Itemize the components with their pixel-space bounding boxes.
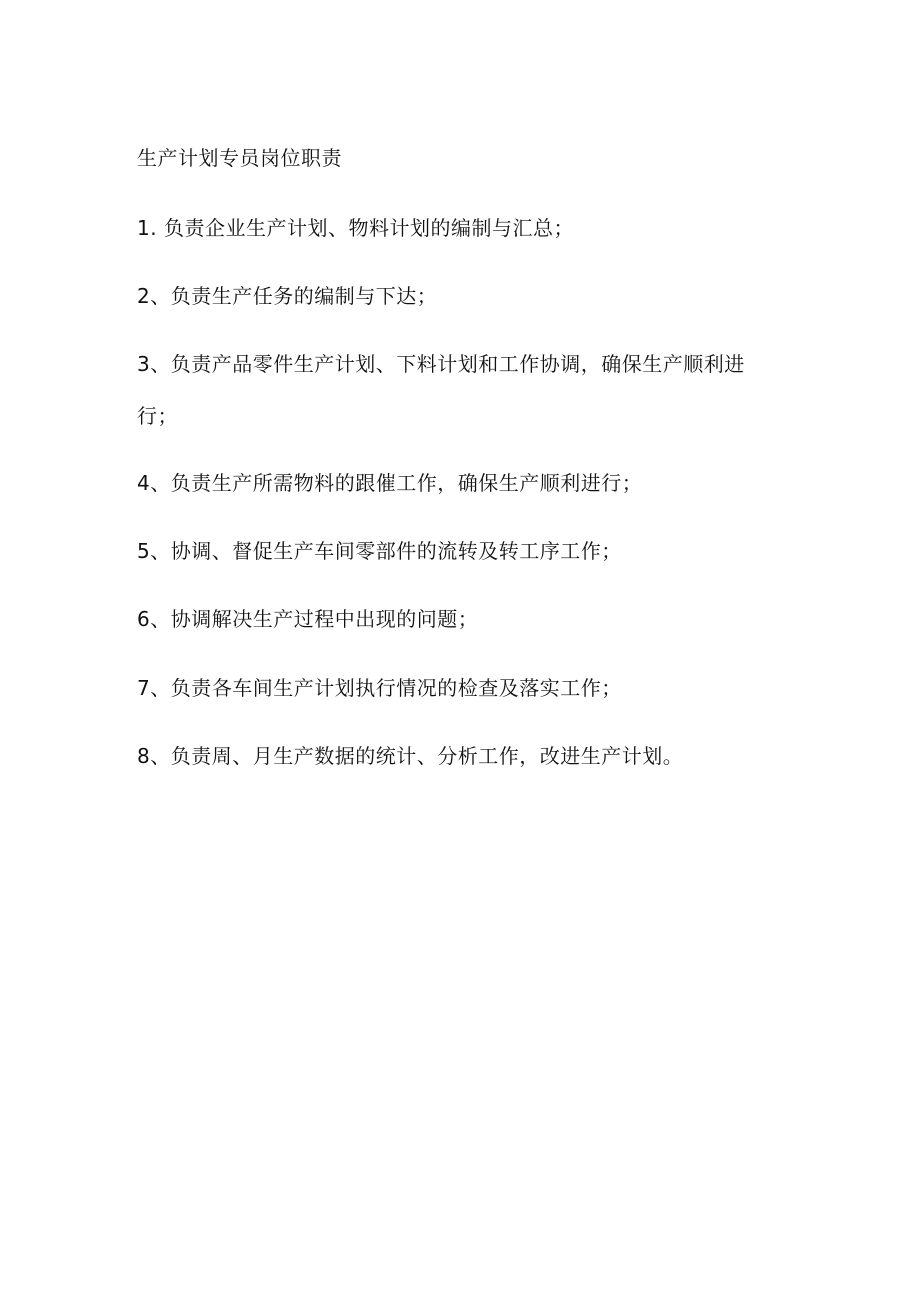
list-item-2 bbox=[137, 283, 787, 309]
list-item-8 bbox=[137, 743, 787, 769]
page-title: 生产计划专员岗位职责 bbox=[137, 146, 342, 170]
item-text: 负责产品零件生产计划、下料计划和工作协调，确保生产顺利进 bbox=[170, 352, 745, 376]
item-text: 负责生产所需物料的跟催工作，确保生产顺利进行； bbox=[170, 471, 643, 495]
item-text: 负责企业生产计划、物料计划的编制与汇总； bbox=[157, 216, 574, 240]
item-number: 1. bbox=[137, 216, 158, 240]
item-text-continuation: 行； bbox=[137, 404, 178, 428]
list-item-4 bbox=[137, 470, 787, 496]
item-text: 负责生产任务的编制与下达； bbox=[170, 284, 438, 308]
item-number: 3、 bbox=[137, 352, 171, 376]
item-number: 8、 bbox=[137, 744, 171, 768]
item-number: 7、 bbox=[137, 676, 171, 700]
item-text: 负责周、月生产数据的统计、分析工作，改进生产计划。 bbox=[170, 744, 684, 768]
item-number: 2、 bbox=[137, 284, 171, 308]
list-item-7 bbox=[137, 675, 787, 701]
list-item-5 bbox=[137, 538, 787, 564]
list-item-6 bbox=[137, 606, 787, 632]
item-number: 4、 bbox=[137, 471, 171, 495]
item-text: 协调、督促生产车间零部件的流转及转工序工作； bbox=[170, 539, 622, 563]
item-text: 负责各车间生产计划执行情况的检查及落实工作； bbox=[170, 676, 622, 700]
item-text: 协调解决生产过程中出现的问题； bbox=[170, 607, 479, 631]
list-item-3 bbox=[137, 351, 787, 429]
item-number: 6、 bbox=[137, 607, 171, 631]
item-number: 5、 bbox=[137, 539, 171, 563]
list-item-1 bbox=[137, 215, 787, 241]
